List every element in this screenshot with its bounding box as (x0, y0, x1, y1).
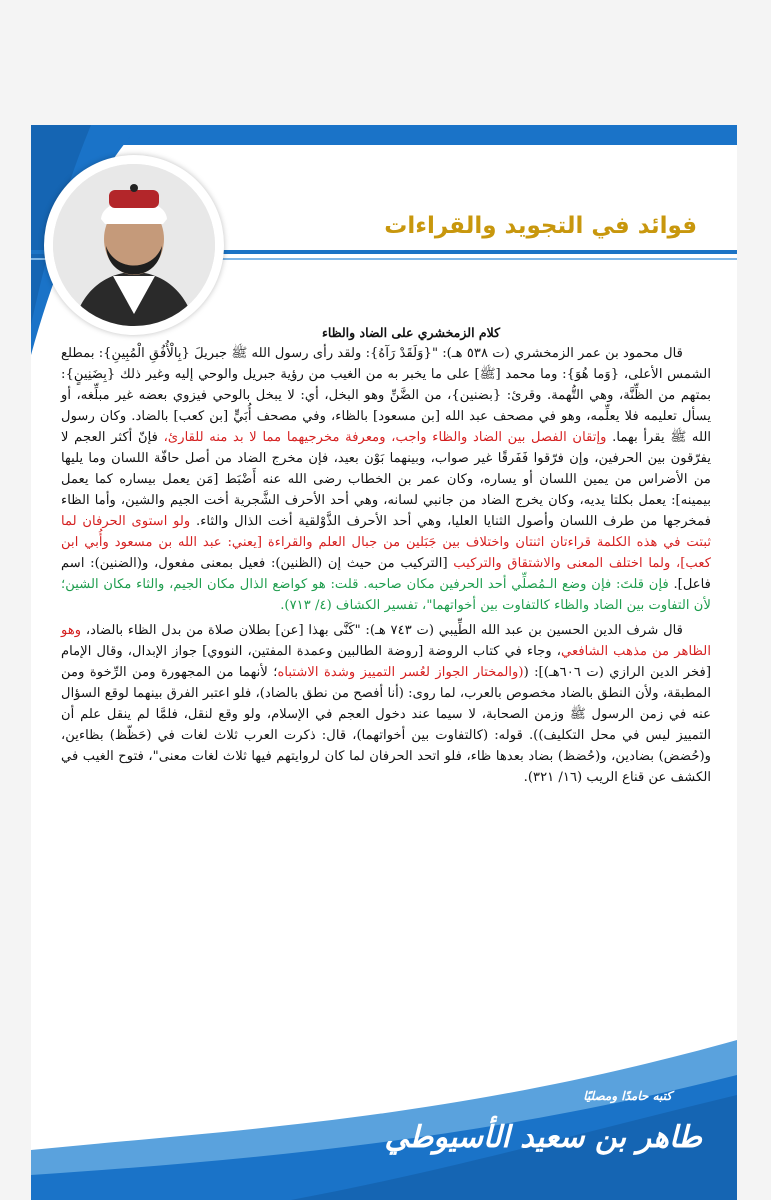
text-span: ؛ لأنهما من المجهورة ومن الرِّخوة ومن المطبقة، ولأن النطق بالضاد مخصوص بالعرب، لما روى: (أنا أفصح من نطق بالضاد)، فلو اعتبر الفرق بينهما لوقع السؤال عنه في زمن الرسول ﷺ وزمن الصحابة، لا سيما عند دخول العجم في الإسلام، ولو وقع لنقل، فلمَّا لم ينقل علم أن التمييز ليس في محل التكليف)). قوله: (كالتفاوت بين أخواتهما)، قال: ذكرت العرب ثلاث لغات في (حَظّظ) بظاءين، و(حُضض) بضادين، و(حُضظ) بضاد بعدها ظاء، فلو اتحد الحرفان لما كان لروايتهم فيها ثلاث لغات معنى"، فتوح الغيب في الكشف عن قناع الريب (١٦/ ٣٢١). (61, 665, 711, 785)
author-photo-frame (44, 155, 224, 335)
article-body (61, 343, 711, 788)
signature-caption: كتبه حامدًا ومصليًا (583, 1089, 672, 1103)
page-title: فوائد في التجويد والقراءات (384, 213, 697, 239)
text-span: قال محمود بن عمر الزمخشري (ت ٥٣٨ هـ): "{وَلَقَدْ رَآهُ}: ولقد رأى رسول الله ﷺ جبريلَ {بِالْأُفُقِ الْمُبِينِ}: بمطلع الشمس الأعلى، {وَما هُوَ}: وما محمد [ﷺ] على ما يخبر به من الغيب من رؤية جبريل والوحي إليه وغير ذلك {بِضَنِينٍ}: بمتهم من الظِّنَّة، وهي التُّهمة. وقرئ: {بضنين}، من الضَّنِّ وهو البخل، أي: لا يبخل بالوحي فيزوي بعضه غير مبلِّغه، أو يسأل تعليمه فلا يعلِّمه، وهو في مصحف عبد الله [بن مسعود] بالظاء، وفي مصحف أُبَيٍّ [بن كعب] بالضاد. وكان رسول الله ﷺ يقرأ بهما. (61, 346, 712, 445)
text-span: [التركيب من حيث إن (الظنين): فعيل بمعنى مفعول، و(الضنين): اسم فاعل]. (61, 556, 711, 592)
highlight-red: وهو الظاهر من مذهب الشافعي (61, 623, 711, 659)
highlight-red: (والمختار الجواز لعُسر التمييز وشدة الاشتباه (277, 665, 524, 680)
text-span: فإنّ أكثر العجم لا يفرّقون بين الحرفين، وإن فرّقوا فَفَرقًا غير صواب، وبينهما بَوْن بعيد، فإن مخرج الضاد من أصل حافّة اللسان وما يليها من الأضراس من يمين اللسان أو يساره، وكان عمر بن الخطاب رضى الله عنه أَضْبَط [مَن يعمل بيساره كما يعمل بيمينه]: يعمل بكلتا يديه، وكان يخرج الضاد من جانبي لسانه، وهي أحد الأحرف الشَّجرية أخت الجيم والشين، وأما الظاء فمخرجها من طرف اللسان وأصول الثنايا العليا، وهي أحد الأحرف الذَّوْلقية أخت الذال والثاء. (61, 430, 711, 529)
signature-name: طاهر بن سعيد الأسيوطي (384, 1120, 702, 1155)
text-span: قال شرف الدين الحسين بن عبد الله الطِّيبي (ت ٧٤٣ هـ): "كَنَّى بهذا [عن] بطلان صلاة من بدل الظاء بالضاد، (81, 623, 683, 638)
text-span: ، وجاء في كتاب الروضة [روضة الطالبين وعمدة المفتين، النووي] جواز الإبدال، وقال الإمام [فخر الدين الرازي (ت ٦٠٦هـ)]: ( (61, 644, 711, 680)
highlight-red: وإتقان الفصل بين الضاد والظاء واجب، ومعرفة مخرجيهما مما لا بد منه للقارئ، (163, 430, 607, 445)
author-photo (53, 164, 215, 326)
paragraph-tibi (61, 620, 711, 788)
article-card (31, 125, 737, 1200)
highlight-red: ولو استوى الحرفان لما ثبتت في هذه الكلمة قراءتان اثنتان واختلاف بين جَبَلين من جبال العلم والقراءة [يعني: عبد الله بن مسعود وأُبي ابن كعب]، ولما اختلف المعنى والاشتقاق والتركيب (61, 514, 711, 571)
paragraph-zamakhshari (61, 343, 711, 616)
highlight-green: فإن قلتَ: فإن وضع الـمُصلِّي أحد الحرفين مكان صاحبه. قلت: هو كواضع الذال مكان الجيم، والثاء مكان الشين؛ لأن التفاوت بين الضاد والظاء كالتفاوت بين أخواتهما"، تفسير الكشاف (٤/ ٧١٣). (61, 577, 711, 613)
article-subtitle: كلام الزمخشري على الضاد والظاء (321, 325, 501, 340)
